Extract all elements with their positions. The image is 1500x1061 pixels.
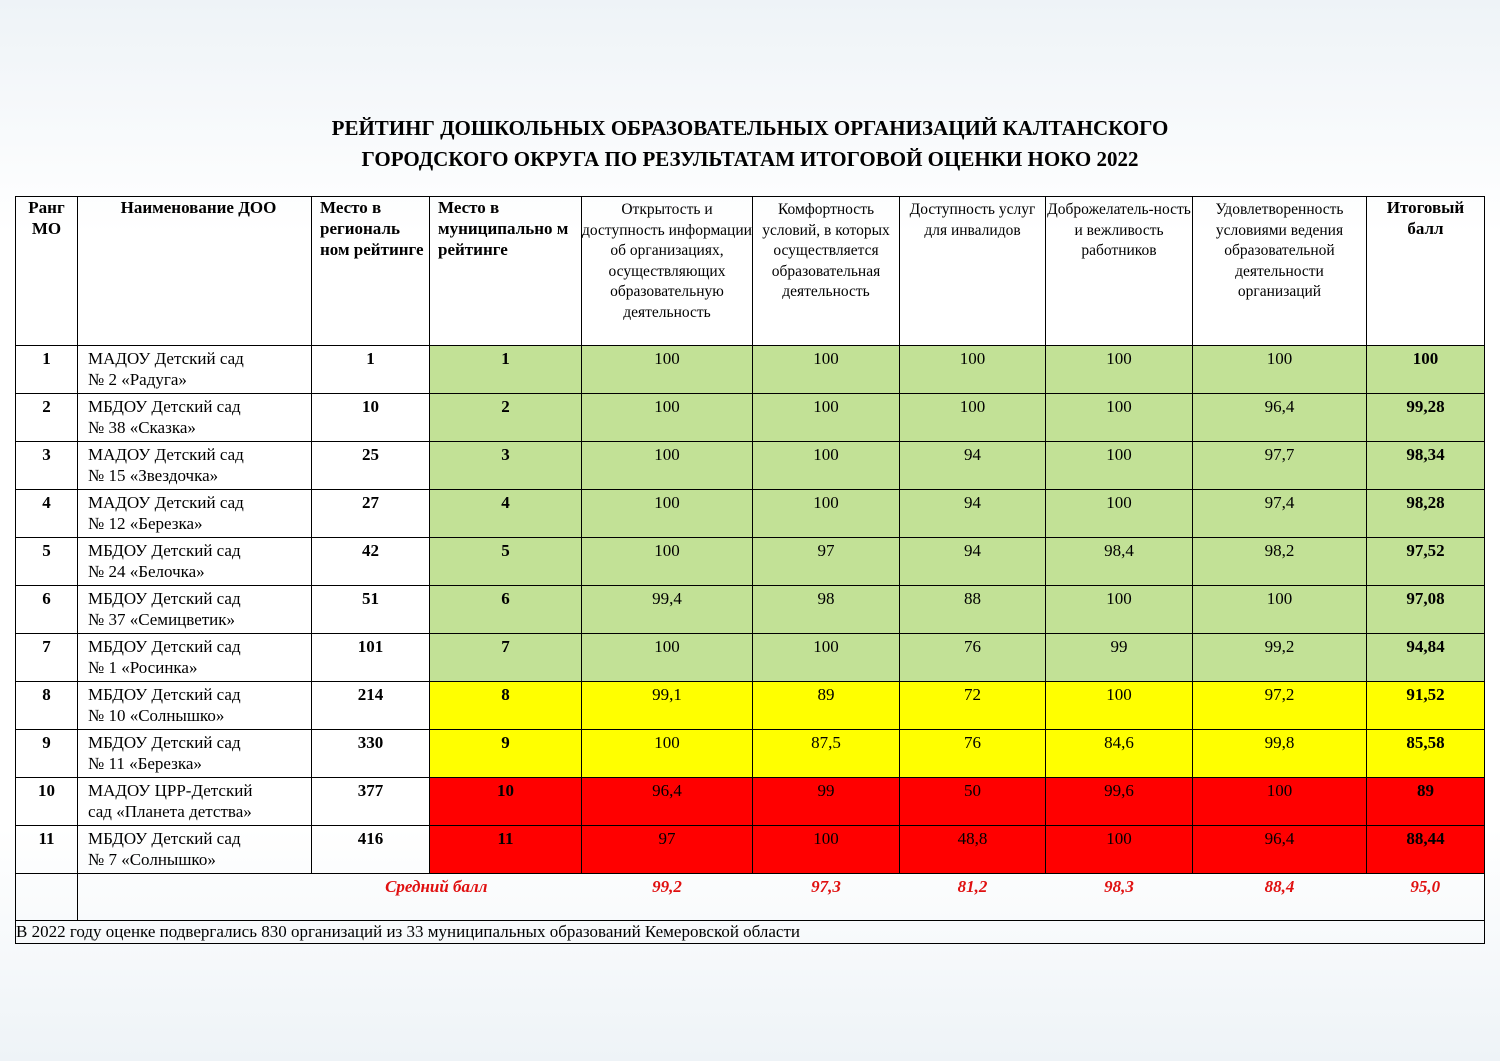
table-row	[16, 682, 1485, 730]
name-cell	[78, 394, 312, 442]
total-score-cell: 98,28	[1367, 490, 1485, 538]
openness-cell: 99,1	[582, 682, 753, 730]
page-title	[0, 113, 1500, 175]
name-cell	[78, 634, 312, 682]
satisfaction-cell: 96,4	[1193, 394, 1367, 442]
total-score-cell: 94,84	[1367, 634, 1485, 682]
name-line-1: МБДОУ Детский сад	[88, 685, 241, 704]
header-name: Наименование ДОО	[78, 197, 312, 346]
note-row	[16, 921, 1485, 944]
regional-place-cell: 25	[312, 442, 430, 490]
name-line-2: № 7 «Солнышко»	[88, 850, 216, 869]
openness-cell: 100	[582, 346, 753, 394]
regional-place-cell: 214	[312, 682, 430, 730]
comfort-cell: 100	[753, 634, 900, 682]
comfort-cell: 99	[753, 778, 900, 826]
title-line-2: ГОРОДСКОГО ОКРУГА ПО РЕЗУЛЬТАТАМ ИТОГОВОЙ ОЦЕНКИ НОКО 2022	[361, 147, 1139, 171]
kindness-cell: 100	[1046, 586, 1193, 634]
rank-cell: 8	[16, 682, 78, 730]
header-regional: Место в региональ ном рейтинге	[312, 197, 430, 346]
name-line-2: № 2 «Радуга»	[88, 370, 187, 389]
municipal-place-cell: 2	[430, 394, 582, 442]
municipal-place-cell: 1	[430, 346, 582, 394]
municipal-place-cell: 10	[430, 778, 582, 826]
kindness-cell: 84,6	[1046, 730, 1193, 778]
regional-place-cell: 10	[312, 394, 430, 442]
kindness-cell: 99	[1046, 634, 1193, 682]
accessibility-cell: 88	[900, 586, 1046, 634]
name-cell	[78, 826, 312, 874]
kindness-cell: 98,4	[1046, 538, 1193, 586]
rank-cell: 6	[16, 586, 78, 634]
municipal-place-cell: 11	[430, 826, 582, 874]
rank-cell: 2	[16, 394, 78, 442]
rank-cell: 10	[16, 778, 78, 826]
table-row	[16, 442, 1485, 490]
total-score-cell: 97,52	[1367, 538, 1485, 586]
regional-place-cell: 377	[312, 778, 430, 826]
average-satisfaction: 88,4	[1193, 874, 1367, 921]
kindness-cell: 100	[1046, 826, 1193, 874]
municipal-place-cell: 5	[430, 538, 582, 586]
kindness-cell: 99,6	[1046, 778, 1193, 826]
name-cell	[78, 490, 312, 538]
kindness-cell: 100	[1046, 442, 1193, 490]
name-line-2: № 37 «Семицветик»	[88, 610, 236, 629]
footnote: В 2022 году оценке подвергались 830 организаций из 33 муниципальных образований Кемеровской области	[16, 921, 1485, 944]
satisfaction-cell: 100	[1193, 586, 1367, 634]
average-total: 95,0	[1367, 874, 1485, 921]
regional-place-cell: 27	[312, 490, 430, 538]
rank-cell: 4	[16, 490, 78, 538]
table-row	[16, 634, 1485, 682]
name-line-1: МБДОУ Детский сад	[88, 637, 241, 656]
accessibility-cell: 72	[900, 682, 1046, 730]
accessibility-cell: 100	[900, 346, 1046, 394]
total-score-cell: 85,58	[1367, 730, 1485, 778]
name-line-2: № 15 «Звездочка»	[88, 466, 219, 485]
openness-cell: 100	[582, 538, 753, 586]
comfort-cell: 89	[753, 682, 900, 730]
name-line-1: МАДОУ Детский сад	[88, 493, 244, 512]
name-line-1: МБДОУ Детский сад	[88, 397, 241, 416]
table-row	[16, 586, 1485, 634]
kindness-cell: 100	[1046, 682, 1193, 730]
openness-cell: 100	[582, 394, 753, 442]
name-line-1: МАДОУ Детский сад	[88, 349, 244, 368]
name-line-2: № 38 «Сказка»	[88, 418, 196, 437]
accessibility-cell: 94	[900, 538, 1046, 586]
header-row	[16, 197, 1485, 346]
openness-cell: 96,4	[582, 778, 753, 826]
accessibility-cell: 100	[900, 394, 1046, 442]
municipal-place-cell: 8	[430, 682, 582, 730]
satisfaction-cell: 96,4	[1193, 826, 1367, 874]
name-cell	[78, 586, 312, 634]
regional-place-cell: 330	[312, 730, 430, 778]
name-line-1: МАДОУ ЦРР-Детский	[88, 781, 253, 800]
regional-place-cell: 51	[312, 586, 430, 634]
name-cell	[78, 730, 312, 778]
rank-cell: 5	[16, 538, 78, 586]
average-openness: 99,2	[582, 874, 753, 921]
name-line-1: МБДОУ Детский сад	[88, 541, 241, 560]
kindness-cell: 100	[1046, 490, 1193, 538]
comfort-cell: 100	[753, 442, 900, 490]
satisfaction-cell: 99,2	[1193, 634, 1367, 682]
header-openness: Открытость и доступность информации об организациях, осуществляющих образовательную деятельность	[582, 197, 753, 346]
rank-cell: 3	[16, 442, 78, 490]
name-cell	[78, 538, 312, 586]
table-row	[16, 730, 1485, 778]
satisfaction-cell: 97,2	[1193, 682, 1367, 730]
name-line-2: № 12 «Березка»	[88, 514, 203, 533]
regional-place-cell: 101	[312, 634, 430, 682]
header-rank: Ранг МО	[16, 197, 78, 346]
satisfaction-cell: 100	[1193, 778, 1367, 826]
openness-cell: 100	[582, 730, 753, 778]
openness-cell: 97	[582, 826, 753, 874]
kindness-cell: 100	[1046, 346, 1193, 394]
municipal-place-cell: 6	[430, 586, 582, 634]
rank-cell: 9	[16, 730, 78, 778]
satisfaction-cell: 100	[1193, 346, 1367, 394]
name-cell	[78, 682, 312, 730]
accessibility-cell: 94	[900, 442, 1046, 490]
regional-place-cell: 416	[312, 826, 430, 874]
table-row	[16, 346, 1485, 394]
average-kindness: 98,3	[1046, 874, 1193, 921]
comfort-cell: 97	[753, 538, 900, 586]
average-row	[16, 874, 1485, 921]
satisfaction-cell: 98,2	[1193, 538, 1367, 586]
regional-place-cell: 1	[312, 346, 430, 394]
openness-cell: 100	[582, 442, 753, 490]
comfort-cell: 100	[753, 826, 900, 874]
rank-cell: 7	[16, 634, 78, 682]
total-score-cell: 98,34	[1367, 442, 1485, 490]
table-row	[16, 538, 1485, 586]
name-line-2: № 24 «Белочка»	[88, 562, 205, 581]
name-line-2: № 10 «Солнышко»	[88, 706, 225, 725]
header-municipal: Место в муниципально м рейтинге	[430, 197, 582, 346]
average-comfort: 97,3	[753, 874, 900, 921]
name-cell	[78, 778, 312, 826]
municipal-place-cell: 4	[430, 490, 582, 538]
accessibility-cell: 76	[900, 634, 1046, 682]
satisfaction-cell: 97,4	[1193, 490, 1367, 538]
accessibility-cell: 94	[900, 490, 1046, 538]
header-comfort: Комфортность условий, в которых осуществляется образовательная деятельность	[753, 197, 900, 346]
total-score-cell: 91,52	[1367, 682, 1485, 730]
header-total: Итоговый балл	[1367, 197, 1485, 346]
openness-cell: 100	[582, 490, 753, 538]
name-cell	[78, 346, 312, 394]
header-satisfaction: Удовлетворенность условиями ведения образовательной деятельности организаций	[1193, 197, 1367, 346]
comfort-cell: 87,5	[753, 730, 900, 778]
total-score-cell: 99,28	[1367, 394, 1485, 442]
rank-cell: 11	[16, 826, 78, 874]
rank-cell: 1	[16, 346, 78, 394]
name-line-2: № 11 «Березка»	[88, 754, 202, 773]
header-kindness: Доброжелатель-ность и вежливость работников	[1046, 197, 1193, 346]
total-score-cell: 100	[1367, 346, 1485, 394]
municipal-place-cell: 3	[430, 442, 582, 490]
municipal-place-cell: 9	[430, 730, 582, 778]
satisfaction-cell: 99,8	[1193, 730, 1367, 778]
comfort-cell: 100	[753, 490, 900, 538]
rating-table	[15, 196, 1485, 944]
municipal-place-cell: 7	[430, 634, 582, 682]
name-line-1: МАДОУ Детский сад	[88, 445, 244, 464]
name-line-1: МБДОУ Детский сад	[88, 589, 241, 608]
comfort-cell: 98	[753, 586, 900, 634]
total-score-cell: 88,44	[1367, 826, 1485, 874]
comfort-cell: 100	[753, 394, 900, 442]
name-line-2: № 1 «Росинка»	[88, 658, 198, 677]
name-cell	[78, 442, 312, 490]
total-score-cell: 97,08	[1367, 586, 1485, 634]
average-label: Средний балл	[78, 874, 582, 921]
table-row	[16, 394, 1485, 442]
title-line-1: РЕЙТИНГ ДОШКОЛЬНЫХ ОБРАЗОВАТЕЛЬНЫХ ОРГАНИЗАЦИЙ КАЛТАНСКОГО	[331, 116, 1169, 140]
openness-cell: 99,4	[582, 586, 753, 634]
header-accessibility: Доступность услуг для инвалидов	[900, 197, 1046, 346]
table-row	[16, 490, 1485, 538]
name-line-2: сад «Планета детства»	[88, 802, 252, 821]
average-accessibility: 81,2	[900, 874, 1046, 921]
name-line-1: МБДОУ Детский сад	[88, 733, 241, 752]
table-row	[16, 778, 1485, 826]
comfort-cell: 100	[753, 346, 900, 394]
regional-place-cell: 42	[312, 538, 430, 586]
accessibility-cell: 50	[900, 778, 1046, 826]
total-score-cell: 89	[1367, 778, 1485, 826]
openness-cell: 100	[582, 634, 753, 682]
kindness-cell: 100	[1046, 394, 1193, 442]
accessibility-cell: 76	[900, 730, 1046, 778]
satisfaction-cell: 97,7	[1193, 442, 1367, 490]
name-line-1: МБДОУ Детский сад	[88, 829, 241, 848]
table-row	[16, 826, 1485, 874]
accessibility-cell: 48,8	[900, 826, 1046, 874]
